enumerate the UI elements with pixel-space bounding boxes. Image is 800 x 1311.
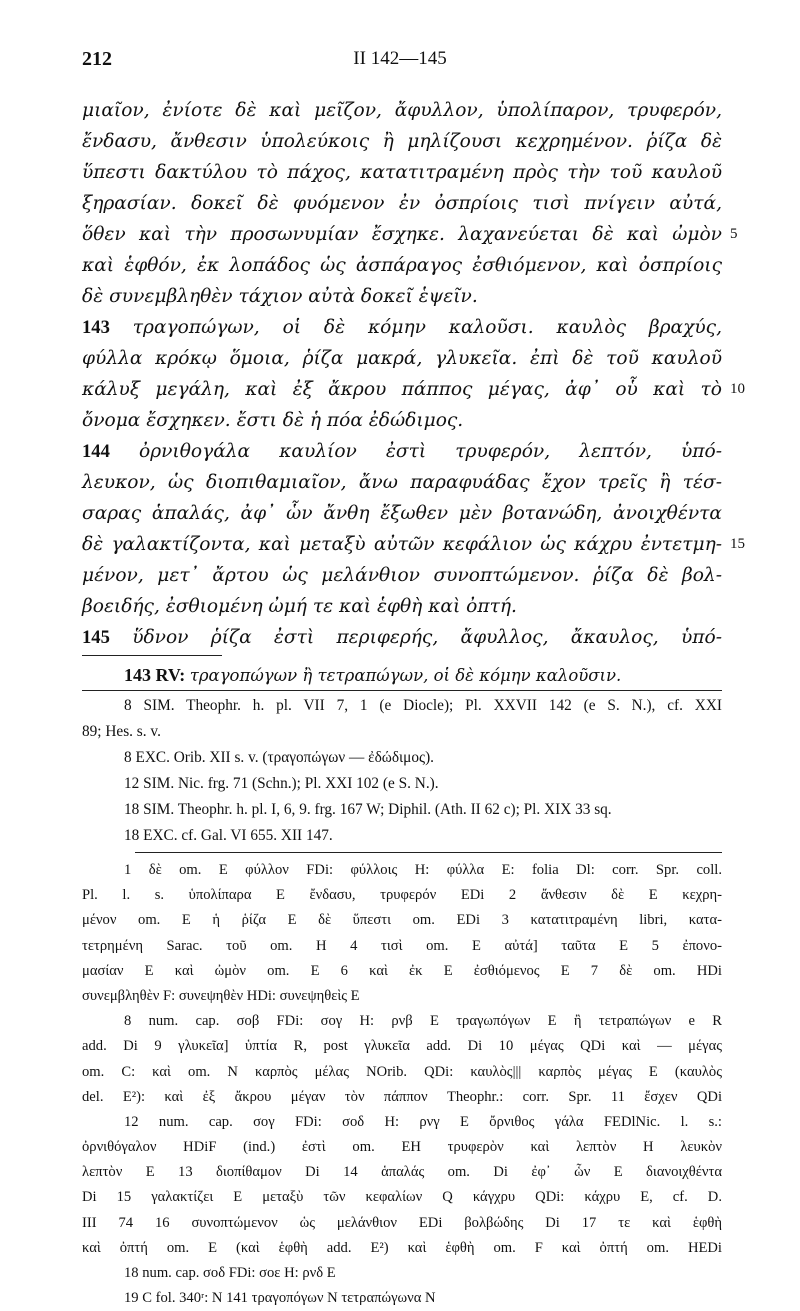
apparatus-heading-number: 143: [124, 665, 151, 685]
running-title: II 142—145: [353, 48, 447, 69]
text-line-content: μένον, μετ᾿ ἄρτου ὡς μελάνθιον συνοπτώμενον. ῥίζα δὲ βολ-: [82, 565, 722, 586]
text-line: [82, 219, 738, 250]
apparatus-line: μασίαν E καὶ ὠμὸν om. E 6 καὶ ἐκ E ἐσθιόμενος E 7 δὲ om. HDi: [82, 962, 722, 979]
text-line-content: δὲ γαλακτίζοντα, καὶ μεταξὺ αὐτῶν κεφάλιον ὡς κάχρυ ἐντετμη-: [82, 534, 722, 555]
line-number: 5: [730, 226, 738, 242]
apparatus-line: 12 num. cap. σογ FDi: σοδ H: ρνγ E ὄρνιθος γάλα FEDlNic. l. s.:: [124, 1113, 722, 1130]
text-line-content: ξηρασίαν. δοκεῖ δὲ φυόμενον ἐν ὀσπρίοις τισὶ πνίγειν αὐτά,: [82, 193, 722, 214]
apparatus-line: Di 15 γαλακτίζει E μεταξὺ τῶν κεφαλίων Q κάγχρυ QDi: κάχρυ E, cf. D.: [82, 1189, 722, 1206]
text-line-content: μιαῖον, ἐνίοτε δὲ καὶ μεῖζον, ἄφυλλον, ὑπολίπαρον, τρυφερόν,: [82, 100, 722, 121]
text-line: [82, 343, 722, 374]
testimonia-line: 18 SIM. Theophr. h. pl. I, 6, 9. frg. 167 W; Diphil. (Ath. II 62 c); Pl. XIX 33 sq.: [124, 801, 612, 818]
apparatus-line: λεπτὸν E 13 διοπίθαμον Di 14 ἁπαλάς om. Di ἐφ᾿ ὧν E διανοιχθέντα: [82, 1164, 722, 1181]
text-line: [82, 498, 722, 529]
text-line-content: ὅθεν καὶ τὴν προσωνυμίαν ἔσχηκε. λαχανεύεται δὲ καὶ ὠμὸν: [82, 224, 722, 245]
text-line: [82, 250, 722, 281]
testimonia-line: 12 SIM. Nic. frg. 71 (Schn.); Pl. XXI 102 (e S. N.).: [124, 775, 439, 792]
chapter-number: 145: [82, 627, 110, 648]
text-line-content: ὕδνον ῥίζα ἐστὶ περιφερής, ἄφυλλος, ἄκαυλος, ὑπό-: [132, 627, 722, 648]
apparatus-line: 8 num. cap. σοβ FDi: σογ H: ρνβ E τραγωπόγων E ἢ τετραπώγων e R: [124, 1013, 722, 1030]
testimonia-line: 18 EXC. cf. Gal. VI 655. XII 147.: [124, 827, 333, 844]
page-number: 212: [82, 48, 112, 70]
heading-rule: [82, 690, 722, 691]
text-line: [82, 95, 722, 126]
text-line-content: κάλυξ μεγάλη, καὶ ἐξ ἄκρου πάππος μέγας, ἀφ᾿ οὗ καὶ τὸ: [82, 379, 722, 400]
apparatus-line: τετρημένη Sarac. τοῦ om. H 4 τισὶ om. E αὐτά] ταῦτα E 5 ἐπονο-: [82, 937, 722, 954]
text-line-content: λευκον, ὡς διοπιθαμιαῖον, ἄνω παραφυάδας ἔχον τρεῖς ἢ τέσ-: [82, 472, 722, 493]
testimonia-line: 8 SIM. Theophr. h. pl. VII 7, 1 (e Diocle); Pl. XXVII 142 (e S. N.), cf. XXI: [124, 697, 722, 714]
apparatus-testimonia: [82, 658, 722, 849]
text-line: [82, 188, 722, 219]
apparatus-line: add. Di 9 γλυκεῖα] ὑπτία R, post γλυκεῖα add. Di 10 μέγας QDi καὶ — μέγας: [82, 1038, 722, 1055]
running-header: [82, 48, 718, 78]
main-text: [82, 95, 745, 653]
text-line: [82, 281, 722, 312]
apparatus-line: 18 num. cap. σοδ FDi: σοε H: ρνδ E: [124, 1265, 336, 1281]
text-line-content: ὄνομα ἔσχηκεν. ἔστι δὲ ἡ πόα ἐδώδιμος.: [82, 410, 464, 431]
text-line: [82, 560, 722, 591]
text-line-content: ὕπεστι δακτύλου τὸ πάχος, κατατιτραμένη πρὸς τὴν τοῦ καυλοῦ: [82, 162, 722, 183]
apparatus-line: 19 C fol. 340ʳ: N 141 τραγοπόγων N τετραπώγωνα N: [124, 1290, 436, 1307]
testimonia-line: 8 EXC. Orib. XII s. v. (τραγοπώγων — ἐδώδιμος).: [124, 749, 434, 766]
apparatus-heading: [82, 658, 722, 692]
text-line: [82, 591, 722, 622]
critical-apparatus: [82, 858, 722, 1311]
chapter-number: 143: [82, 317, 110, 338]
short-rule: [82, 655, 222, 656]
apparatus-line: μένον om. E ἡ ῥίζα E δὲ ὕπεστι om. EDi 3 κατατιτραμένη libri, κατα-: [82, 912, 722, 929]
apparatus-line: del. E²): καὶ ἐξ ἄκρου μέγαν τὸν πάππον Theophr.: corr. Spr. 11 ἔσχεν QDi: [82, 1088, 722, 1105]
text-line: [82, 529, 745, 560]
text-line: [82, 126, 722, 157]
testimonia-list: [82, 693, 722, 849]
apparatus-line: Pl. l. s. ὑπολίπαρα E ἔνδασυ, τρυφερόν EDi 2 ἄνθεσιν δὲ E κεχρη-: [82, 887, 722, 904]
apparatus-line: συνεμβληθὲν F: συνεψηθὲν HDi: συνεψηθεὶς E: [82, 987, 360, 1004]
apparatus-line: ὀρνιθόγαλον HDiF (ind.) ἐστὶ om. EH τρυφερὸν καὶ λεπτὸν H λευκὸν: [82, 1139, 722, 1156]
apparatus-heading-text: τραγοπώγων ἢ τετραπώγων, οἱ δὲ κόμην καλοῦσιν.: [189, 666, 622, 685]
text-line: [82, 374, 745, 405]
apparatus-heading-sigla: RV:: [155, 665, 186, 685]
chapter-number: 144: [82, 441, 110, 462]
text-line-content: φύλλα κρόκῳ ὅμοια, ῥίζα μακρά, γλυκεῖα. ἐπὶ δὲ τοῦ καυλοῦ: [82, 348, 722, 369]
line-number: 10: [730, 381, 745, 397]
apparatus-line: om. C: καὶ om. N καρπὸς μέλας NOrib. QDi: καυλὸς||| καρπὸς μέγας E (καυλὸς: [82, 1063, 722, 1080]
text-line-content: σαρας ἁπαλάς, ἀφ᾿ ὧν ἄνθη ἔξωθεν μὲν βοτανώδη, ἀνοιχθέντα: [82, 503, 722, 524]
testimonia-line: 89; Hes. s. v.: [82, 723, 161, 740]
text-line-content: ὀρνιθογάλα καυλίον ἐστὶ τρυφερόν, λεπτόν, ὑπό-: [139, 441, 723, 462]
text-line-content: καὶ ἑφθόν, ἐκ λοπάδος ὡς ἀσπάραγος ἐσθιόμενον, καὶ ὀσπρίοις: [82, 255, 722, 276]
text-line: [82, 405, 722, 436]
apparatus-line: III 74 16 συνοπτώμενον ὡς μελάνθιον EDi βολβώδης Di 17 τε καὶ ἑφθὴ: [82, 1214, 722, 1231]
text-line-content: ἔνδασυ, ἄνθεσιν ὑπολεύκοις ἢ μηλίζουσι κεχρημένον. ῥίζα δὲ: [82, 131, 722, 152]
apparatus-rule: [135, 852, 722, 853]
text-line: [82, 157, 722, 188]
text-line: [82, 312, 722, 343]
text-line: [82, 436, 722, 467]
text-line-content: τραγοπώγων, οἱ δὲ κόμην καλοῦσι. καυλὸς βραχύς,: [132, 317, 722, 338]
text-line-content: δὲ συνεμβληθὲν τάχιον αὐτὰ δοκεῖ ἑψεῖν.: [82, 286, 478, 307]
text-line: [82, 467, 722, 498]
apparatus-line: καὶ ὀπτή om. E (καὶ ἑφθὴ add. E²) καὶ ἑφθὴ om. F καὶ ὀπτή om. HEDi: [82, 1239, 722, 1256]
line-number: 15: [730, 536, 745, 552]
text-line-content: βοειδής, ἐσθιομένη ὠμή τε καὶ ἑφθὴ καὶ ὀπτή.: [82, 596, 517, 617]
apparatus-line: 1 δὲ om. E φύλλον FDi: φύλλοις H: φύλλα E: folia Dl: corr. Spr. coll.: [124, 862, 722, 878]
text-line: [82, 622, 722, 653]
